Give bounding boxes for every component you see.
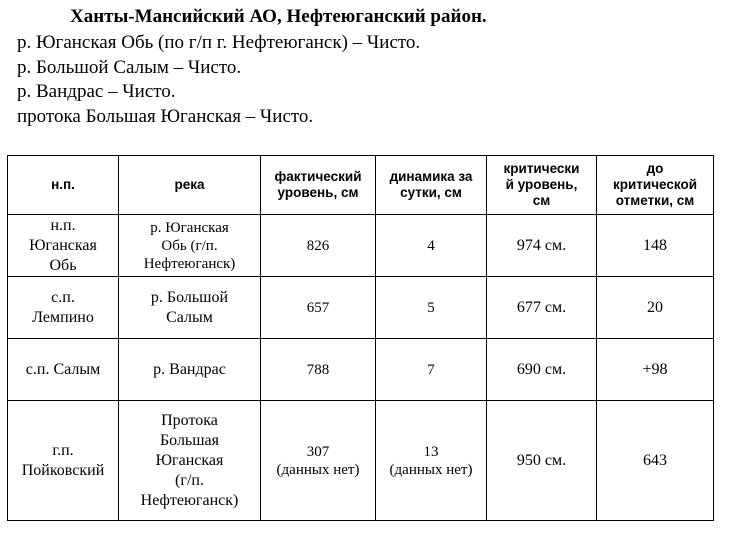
table-row bbox=[8, 401, 714, 521]
page-title: Ханты-Мансийский АО, Нефтеюганский район. bbox=[70, 6, 487, 27]
table-row bbox=[8, 339, 714, 401]
cell-river: Протока Большая Юганская (г/п. Нефтеюганск) bbox=[119, 401, 261, 521]
cell-river: р. Юганская Обь (г/п. Нефтеюганск) bbox=[119, 215, 261, 277]
cell-critical-level: 677 см. bbox=[487, 277, 597, 339]
cell-actual-level: 826 bbox=[261, 215, 376, 277]
header-river: река bbox=[119, 156, 261, 215]
cell-dynamics: 5 bbox=[376, 277, 487, 339]
cell-dynamics: 13 (данных нет) bbox=[376, 401, 487, 521]
table-row bbox=[8, 277, 714, 339]
cell-dynamics: 4 bbox=[376, 215, 487, 277]
table-row bbox=[8, 215, 714, 277]
header-critical-level: критически й уровень, см bbox=[487, 156, 597, 215]
cell-actual-level: 788 bbox=[261, 339, 376, 401]
cell-river: р. Большой Салым bbox=[119, 277, 261, 339]
cell-settlement: г.п. Пойковский bbox=[8, 401, 119, 521]
river-status-line: р. Большой Салым – Чисто. bbox=[17, 56, 242, 78]
river-status-line: р. Вандрас – Чисто. bbox=[17, 81, 176, 102]
cell-settlement: с.п. Лемпино bbox=[8, 277, 119, 339]
cell-actual-level: 307 (данных нет) bbox=[261, 401, 376, 521]
header-dynamics: динамика за сутки, см bbox=[376, 156, 487, 215]
table-header-row bbox=[8, 156, 714, 215]
river-status-line: р. Юганская Обь (по г/п г. Нефтеюганск) – Чисто. bbox=[17, 32, 421, 53]
header-to-critical: до критической отметки, см bbox=[597, 156, 714, 215]
header-settlement: н.п. bbox=[8, 156, 119, 215]
cell-to-critical: 148 bbox=[597, 215, 714, 277]
river-status-list bbox=[17, 31, 420, 129]
cell-critical-level: 974 см. bbox=[487, 215, 597, 277]
cell-critical-level: 950 см. bbox=[487, 401, 597, 521]
river-status-line: протока Большая Юганская – Чисто. bbox=[17, 105, 314, 127]
water-level-table bbox=[7, 155, 714, 521]
cell-actual-level: 657 bbox=[261, 277, 376, 339]
cell-to-critical: +98 bbox=[597, 339, 714, 401]
header-actual-level: фактический уровень, см bbox=[261, 156, 376, 215]
cell-river: р. Вандрас bbox=[119, 339, 261, 401]
cell-critical-level: 690 см. bbox=[487, 339, 597, 401]
cell-to-critical: 643 bbox=[597, 401, 714, 521]
cell-settlement: н.п. Юганская Обь bbox=[8, 215, 119, 277]
cell-settlement: с.п. Салым bbox=[8, 339, 119, 401]
cell-dynamics: 7 bbox=[376, 339, 487, 401]
cell-to-critical: 20 bbox=[597, 277, 714, 339]
